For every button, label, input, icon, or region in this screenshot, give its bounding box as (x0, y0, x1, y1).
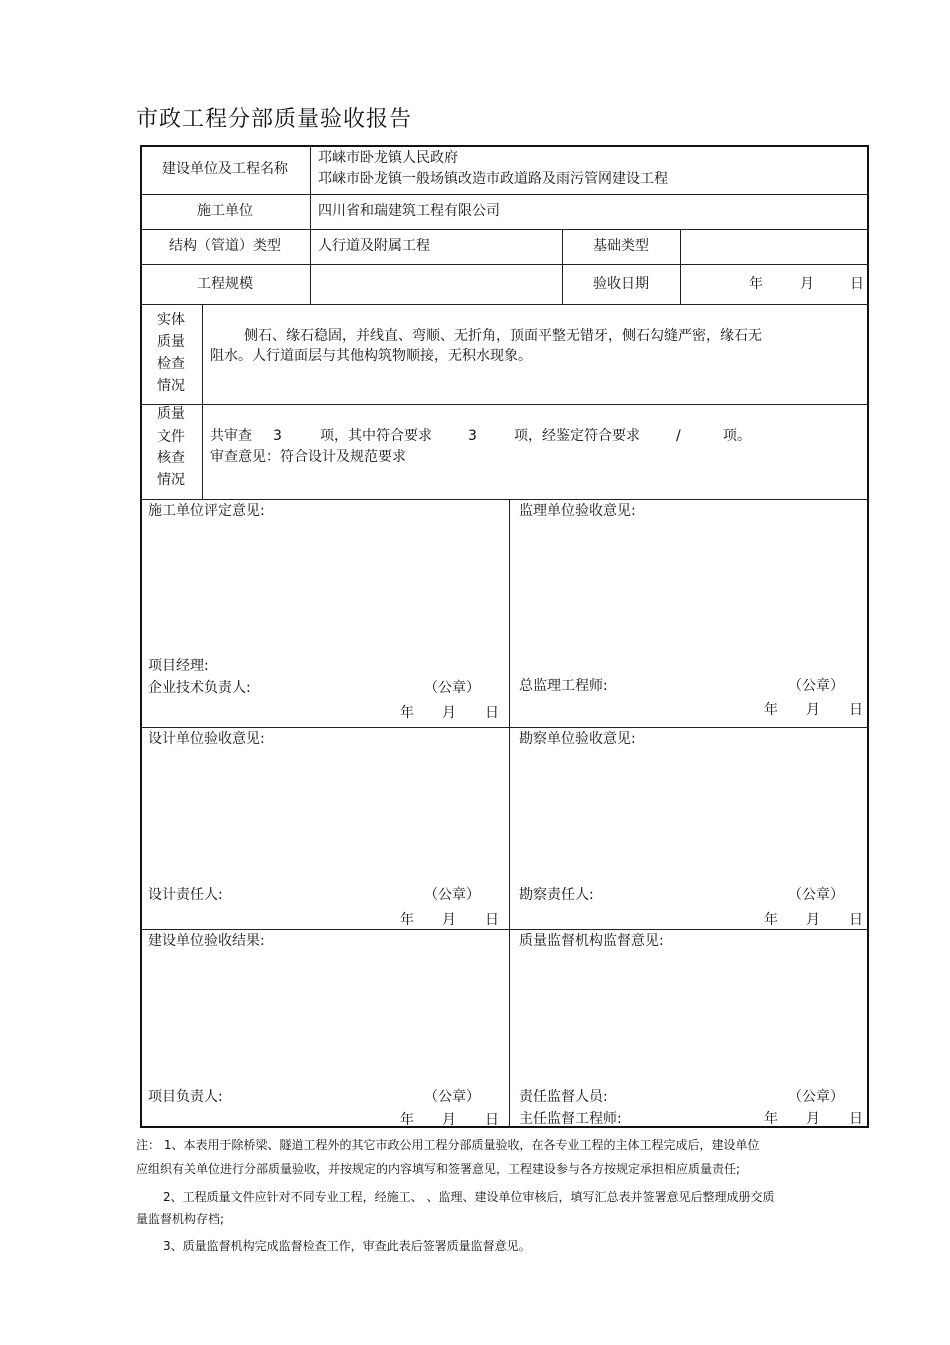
structure-type-value: 人行道及附属工程 (318, 238, 430, 254)
acceptance-date-label: 验收日期 (593, 276, 649, 292)
date-day: 日 (485, 1112, 499, 1128)
date-month: 月 (806, 912, 820, 928)
chief-supervisor-label: 总监理工程师: (519, 678, 608, 694)
entity-check-text: 阻水。人行道面层与其他构筑物顺接，无积水现象。 (210, 348, 532, 364)
col-divider (680, 229, 681, 304)
design-opinion-label: 设计单位验收意见: (148, 731, 265, 747)
project-manager-label: 项目经理: (148, 658, 209, 674)
supervision-opinion-label: 监理单位验收意见: (519, 503, 636, 519)
col-divider (202, 304, 203, 499)
date-day: 日 (485, 912, 499, 928)
docs-total-prefix: 共审查 (210, 428, 252, 444)
date-month: 月 (806, 1111, 820, 1127)
row-divider (140, 194, 869, 195)
design-lead-label: 设计责任人: (148, 887, 223, 903)
survey-opinion-label: 勘察单位验收意见: (519, 731, 636, 747)
entity-label-line: 情况 (157, 378, 185, 394)
chief-supervision-engineer-label: 主任监督工程师: (519, 1111, 622, 1127)
date-day: 日 (849, 702, 863, 718)
note-line: 应组织有关单位进行分部质量验收，并按规定的内容填写和签署意见，工程建设参与各方按规定承担相应质量责任; (136, 1162, 741, 1176)
date-year: 年 (764, 912, 778, 928)
date-day: 日 (849, 912, 863, 928)
quality-supervision-label: 质量监督机构监督意见: (519, 933, 664, 949)
docs-total-count: 3 (273, 428, 282, 444)
construction-opinion-label: 施工单位评定意见: (148, 503, 265, 519)
date-month: 月 (442, 705, 456, 721)
note-line: 2、工程质量文件应针对不同专业工程，经施工、 、监理、建设单位审核后，填写汇总表并签署意见后整理成册交质 (163, 1190, 775, 1204)
entity-label-line: 质量 (157, 334, 185, 350)
docs-suffix: 项。 (723, 428, 751, 444)
note-line: 量监督机构存档; (136, 1212, 225, 1226)
docs-appraised-count: / (676, 428, 681, 444)
note-line: 3、质量监督机构完成监督检查工作，审查此表后签署质量监督意见。 (163, 1239, 531, 1253)
row-divider (140, 264, 869, 265)
project-name: 邛崃市卧龙镇一般场镇改造市政道路及雨污管网建设工程 (318, 171, 668, 187)
date-month: 月 (442, 1112, 456, 1128)
foundation-type-label: 基础类型 (593, 238, 649, 254)
col-divider (310, 145, 311, 304)
row-divider (140, 404, 869, 405)
seal-label: （公章） (788, 678, 844, 694)
construction-unit-label: 施工单位 (197, 203, 253, 219)
docs-label-line: 文件 (157, 429, 185, 445)
structure-type-label: 结构（管道）类型 (169, 238, 281, 254)
project-lead-label: 项目负责人: (148, 1089, 223, 1105)
build-result-label: 建设单位验收结果: (148, 933, 265, 949)
entity-label-line: 实体 (157, 312, 185, 328)
docs-compliant-text: 项，其中符合要求 (320, 428, 432, 444)
docs-compliant-count: 3 (468, 428, 477, 444)
docs-opinion: 审查意见：符合设计及规范要求 (210, 449, 406, 465)
row-divider (140, 304, 869, 305)
date-year: 年 (764, 702, 778, 718)
seal-label: （公章） (788, 887, 844, 903)
construction-unit-value: 四川省和瑞建筑工程有限公司 (318, 203, 500, 219)
date-year: 年 (400, 1112, 414, 1128)
note-line: 注： 1、本表用于除桥梁、隧道工程外的其它市政公用工程分部质量验收，在各专业工程的主体工程完成后，建设单位 (136, 1138, 760, 1152)
date-month: 月 (442, 912, 456, 928)
date-year: 年 (764, 1111, 778, 1127)
col-divider (509, 499, 510, 1128)
seal-label: （公章） (424, 1089, 480, 1105)
acceptance-date-year: 年 (749, 276, 763, 292)
survey-lead-label: 勘察责任人: (519, 887, 594, 903)
seal-label: （公章） (424, 887, 480, 903)
row-divider (140, 229, 869, 230)
docs-appraised-text: 项，经鉴定符合要求 (514, 428, 640, 444)
seal-label: （公章） (424, 680, 480, 696)
date-year: 年 (400, 705, 414, 721)
date-year: 年 (400, 912, 414, 928)
build-unit-label: 建设单位及工程名称 (162, 161, 288, 177)
seal-label: （公章） (788, 1089, 844, 1105)
scale-label: 工程规模 (197, 276, 253, 292)
entity-label-line: 检查 (157, 356, 185, 372)
acceptance-date-month: 月 (800, 276, 814, 292)
row-divider (140, 727, 869, 728)
build-unit-name: 邛崃市卧龙镇人民政府 (318, 150, 458, 166)
docs-label-line: 情况 (157, 472, 185, 488)
date-day: 日 (485, 705, 499, 721)
docs-label-line: 质量 (157, 406, 185, 422)
row-divider (140, 499, 869, 500)
date-day: 日 (849, 1111, 863, 1127)
row-divider (140, 929, 869, 930)
tech-lead-label: 企业技术负责人: (148, 680, 251, 696)
entity-check-text: 侧石、缘石稳固，并线直、弯顺、无折角，顶面平整无错牙，侧石勾缝严密，缘石无 (244, 328, 762, 344)
responsible-supervisor-label: 责任监督人员: (519, 1089, 608, 1105)
page-title: 市政工程分部质量验收报告 (136, 107, 413, 132)
docs-label-line: 核查 (157, 450, 185, 466)
acceptance-date-day: 日 (850, 276, 864, 292)
date-month: 月 (806, 702, 820, 718)
